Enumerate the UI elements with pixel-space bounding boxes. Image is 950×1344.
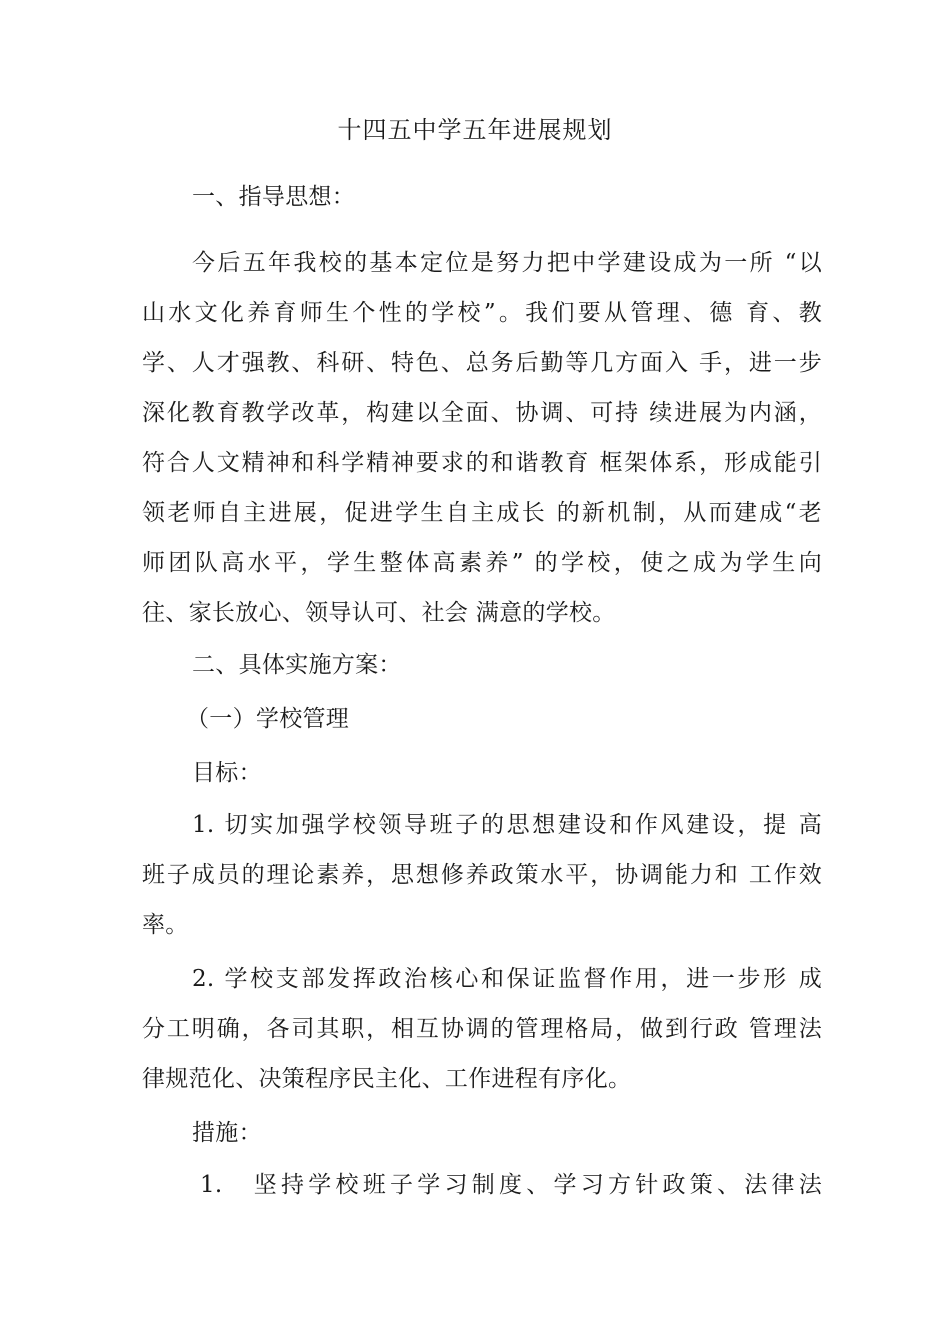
goals-label: 目标： — [192, 760, 262, 786]
paragraph-line: 符合人文精神和科学精神要求的和谐教育 框架体系，形成能引 — [142, 450, 822, 476]
list-item-line: 分工明确，各司其职，相互协调的管理格局，做到行政 管理法 — [142, 1016, 822, 1042]
list-item-line: 班子成员的理论素养，思想修养政策水平，协调能力和 工作效 — [142, 862, 822, 888]
paragraph-line: 领老师自主进展，促进学生自主成长 的新机制，从而建成“老 — [142, 500, 822, 526]
list-item-line: 1. 坚持学校班子学习制度、学习方针政策、法律法 — [200, 1172, 822, 1198]
list-item-line: 率。 — [142, 912, 189, 938]
paragraph-line: 今后五年我校的基本定位是努力把中学建设成为一所 “以 — [192, 250, 822, 276]
paragraph-line: 师团队高水平，学生整体高素养” 的学校，使之成为学生向 — [142, 550, 822, 576]
paragraph-line: 学、人才强教、科研、特色、总务后勤等几方面入 手，进一步 — [142, 350, 822, 376]
list-item-line: 律规范化、决策程序民主化、工作进程有序化。 — [142, 1066, 632, 1092]
paragraph-line: 山水文化养育师生个性的学校”。我们要从管理、德 育、教 — [142, 300, 822, 326]
list-item-line: 2. 学校支部发挥政治核心和保证监督作用，进一步形 成 — [192, 966, 822, 992]
list-item-line: 1. 切实加强学校领导班子的思想建设和作风建设，提 高 — [192, 812, 822, 838]
section-heading-guiding-thought: 一、指导思想： — [192, 184, 356, 210]
paragraph-line: 深化教育教学改革，构建以全面、协调、可持 续进展为内涵， — [142, 400, 822, 426]
measures-label: 措施： — [192, 1120, 262, 1146]
paragraph-line: 往、家长放心、领导认可、社会 满意的学校。 — [142, 600, 616, 626]
document-title: 十四五中学五年进展规划 — [337, 116, 613, 144]
subsection-heading-school-management: （一）学校管理 — [186, 706, 350, 732]
section-heading-implementation: 二、具体实施方案： — [192, 652, 402, 678]
